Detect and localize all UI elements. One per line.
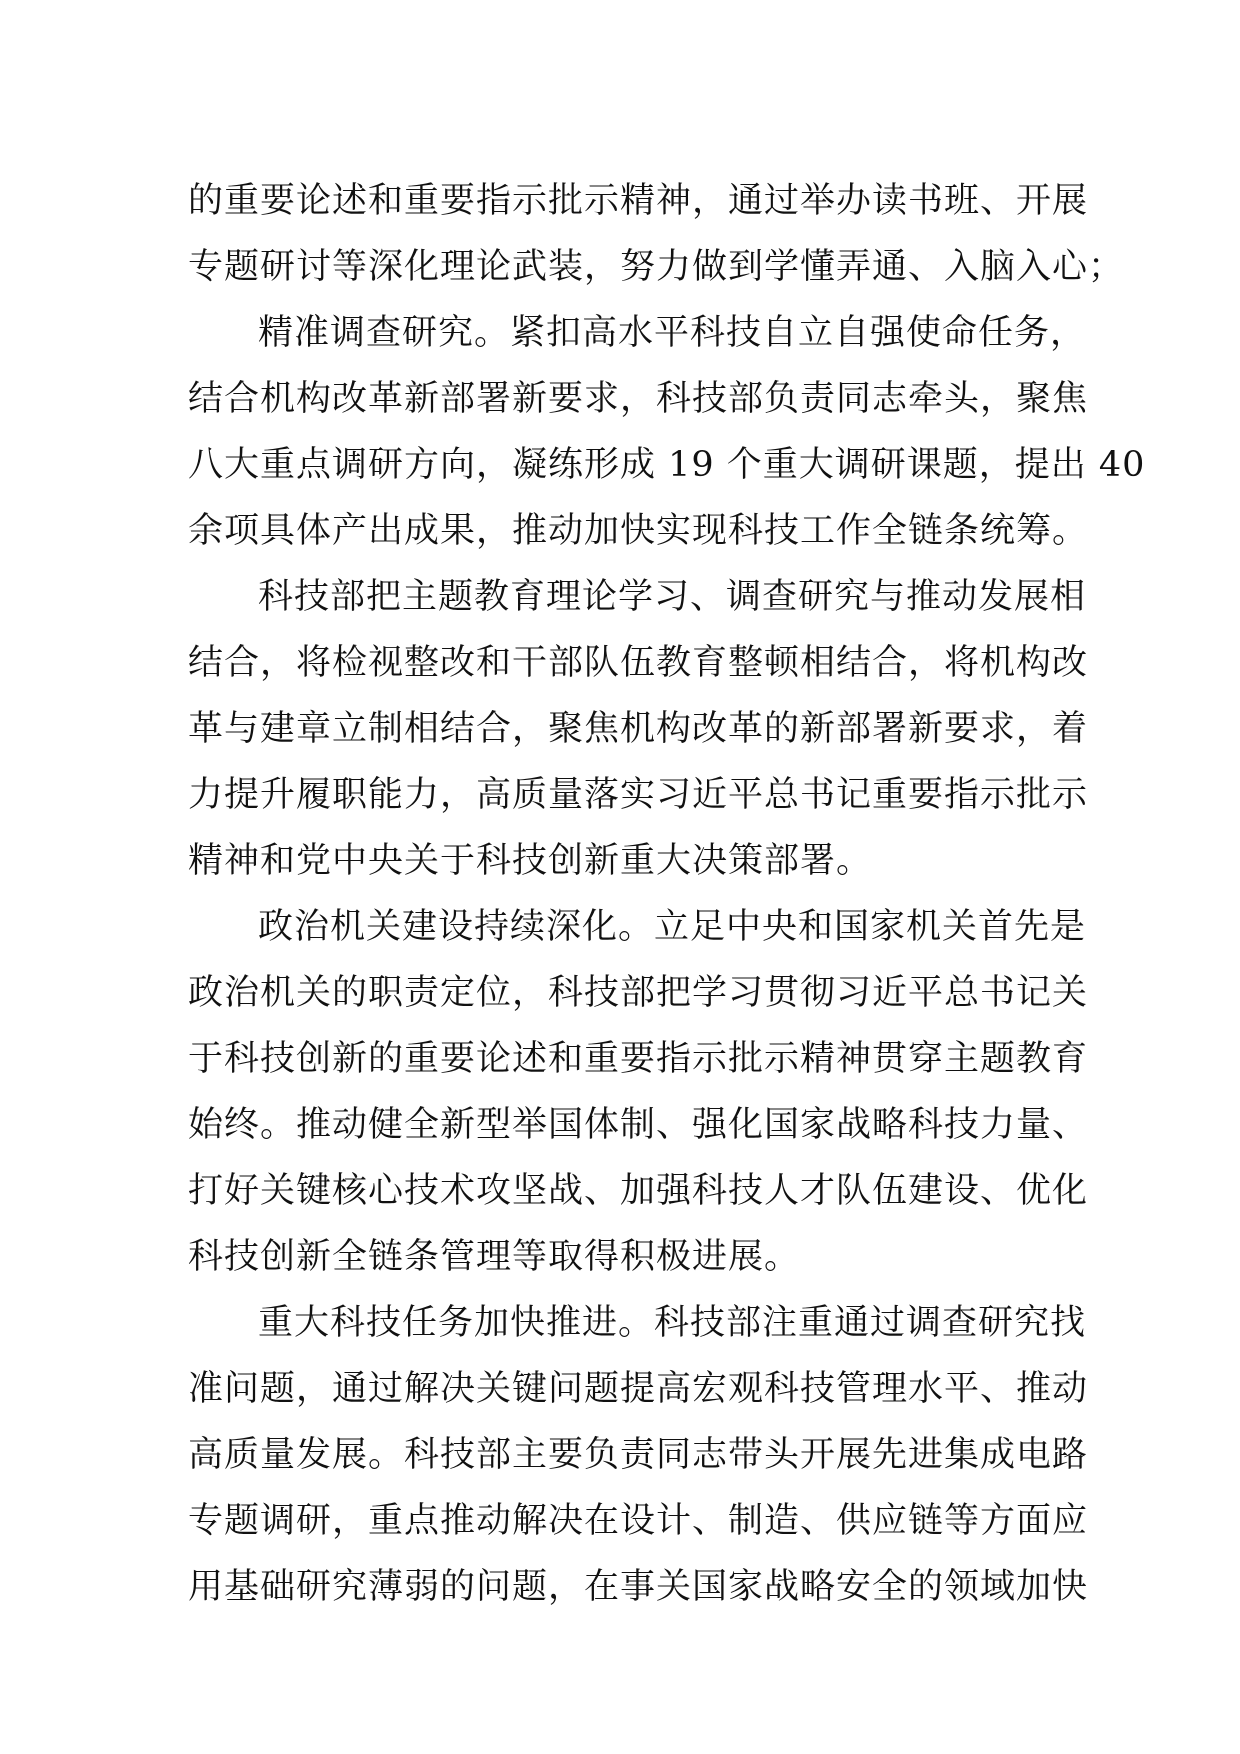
text-line: 用基础研究薄弱的问题，在事关国家战略安全的领域加快 [188, 1567, 1089, 1607]
text-line: 精神和党中央关于科技创新重大决策部署。 [188, 841, 873, 881]
paragraph-start-line: 政治机关建设持续深化。立足中央和国家机关首先是 [258, 907, 1087, 947]
text-line: 的重要论述和重要指示批示精神，通过举办读书班、开展 [188, 181, 1089, 221]
text-line: 八大重点调研方向，凝练形成 19 个重大调研课题，提出 40 [188, 445, 1146, 485]
text-line: 科技创新全链条管理等取得积极进展。 [188, 1237, 801, 1277]
text-line: 打好关键核心技术攻坚战、加强科技人才队伍建设、优化 [188, 1171, 1089, 1211]
text-line: 专题研讨等深化理论武装，努力做到学懂弄通、入脑入心； [188, 247, 1125, 287]
text-line: 专题调研，重点推动解决在设计、制造、供应链等方面应 [188, 1501, 1089, 1541]
text-line: 准问题，通过解决关键问题提高宏观科技管理水平、推动 [188, 1369, 1089, 1409]
text-line: 力提升履职能力，高质量落实习近平总书记重要指示批示 [188, 775, 1089, 815]
text-line: 于科技创新的重要论述和重要指示批示精神贯穿主题教育 [188, 1039, 1089, 1079]
text-line: 革与建章立制相结合，聚焦机构改革的新部署新要求，着 [188, 709, 1089, 749]
paragraph-start-line: 科技部把主题教育理论学习、调查研究与推动发展相 [258, 577, 1087, 617]
paragraph-start-line: 重大科技任务加快推进。科技部注重通过调查研究找 [258, 1303, 1087, 1343]
text-line: 结合，将检视整改和干部队伍教育整顿相结合，将机构改 [188, 643, 1089, 683]
text-line: 始终。推动健全新型举国体制、强化国家战略科技力量、 [188, 1105, 1089, 1145]
text-line: 余项具体产出成果，推动加快实现科技工作全链条统筹。 [188, 511, 1089, 551]
body-text [188, 168, 1146, 1620]
text-line: 结合机构改革新部署新要求，科技部负责同志牵头，聚焦 [188, 379, 1089, 419]
text-line: 政治机关的职责定位，科技部把学习贯彻习近平总书记关 [188, 973, 1089, 1013]
text-line: 高质量发展。科技部主要负责同志带头开展先进集成电路 [188, 1435, 1089, 1475]
paragraph-start-line: 精准调查研究。紧扣高水平科技自立自强使命任务， [258, 313, 1087, 353]
